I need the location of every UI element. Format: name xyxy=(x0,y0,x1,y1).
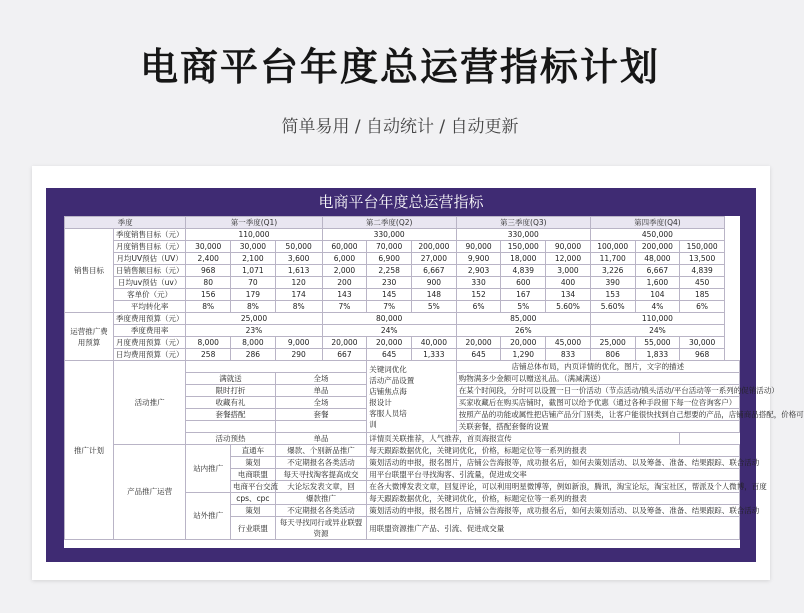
table-row xyxy=(65,325,740,337)
header-q2: 第二季度(Q2) xyxy=(322,217,456,229)
month-value: 20,000 xyxy=(367,337,412,349)
inner-keyword: 爆款、个别新品推广 xyxy=(275,445,367,457)
row-label: 季度费用预算（元） xyxy=(113,313,185,325)
header-q3: 第三季度(Q3) xyxy=(456,217,590,229)
row-label: 客单价（元） xyxy=(113,289,185,301)
month-value: 145 xyxy=(367,289,412,301)
quarter-value: 330,000 xyxy=(456,229,590,241)
outer-desc: 每天跟踪数据优化，关键词优化，价格，标题定位等一系列的报表 xyxy=(367,493,740,505)
quarter-value: 110,000 xyxy=(186,229,322,241)
month-value: 7% xyxy=(322,301,367,313)
table-row xyxy=(65,253,740,265)
activity-note-line: 关键词优化 xyxy=(369,364,407,374)
month-value: 6,667 xyxy=(635,265,680,277)
row-label: 日均uv预估（uv） xyxy=(113,277,185,289)
page-subtitle: 简单易用 / 自动统计 / 自动更新 xyxy=(281,117,519,137)
row-label: 月度费用预算（元） xyxy=(113,337,185,349)
activity-scope: 单品 xyxy=(275,433,367,445)
month-value: 3,000 xyxy=(546,265,591,277)
inner-channel: 策划 xyxy=(231,457,276,469)
row-label: 日均费用预算（元） xyxy=(113,349,185,361)
month-value: 400 xyxy=(546,277,591,289)
month-value: 45,000 xyxy=(546,337,591,349)
quarter-value: 24% xyxy=(322,325,456,337)
row-label: 日销售额目标（元） xyxy=(113,265,185,277)
month-value: 1,333 xyxy=(412,349,457,361)
month-value: 390 xyxy=(590,277,635,289)
table-row xyxy=(65,337,740,349)
activity-name xyxy=(186,421,275,433)
header-q1: 第一季度(Q1) xyxy=(186,217,322,229)
activity-name: 限时打折 xyxy=(186,385,275,397)
month-value: 8% xyxy=(186,301,231,313)
month-value: 143 xyxy=(322,289,367,301)
month-value: 1,600 xyxy=(635,277,680,289)
activity-name: 收藏有礼 xyxy=(186,397,275,409)
inner-desc: 用平台联盟平台寻找淘客、引流量，促进成交率 xyxy=(367,469,740,481)
table xyxy=(64,216,804,540)
empty-cell xyxy=(186,361,367,373)
month-value: 40,000 xyxy=(412,337,457,349)
month-value: 450 xyxy=(680,277,725,289)
activity-promo-label: 活动推广 xyxy=(113,361,185,445)
row-label: 月度销售目标（元） xyxy=(113,241,185,253)
inner-desc: 策划活动的申报，报名图片，店铺公告海报等，成功报名后，如何去策划活动、以及筹备、准备、结果跟踪、联合活动 xyxy=(367,457,740,469)
month-value: 6% xyxy=(456,301,501,313)
month-value: 600 xyxy=(501,277,546,289)
month-value: 27,000 xyxy=(412,253,457,265)
activity-note-line: 客服人员培 xyxy=(369,408,407,418)
month-value: 104 xyxy=(635,289,680,301)
activity-desc: 详情页关联推荐，人气推荐，首页海报宣传 xyxy=(367,433,680,445)
quarter-value: 330,000 xyxy=(322,229,456,241)
month-value: 8% xyxy=(275,301,322,313)
table-row xyxy=(65,313,740,325)
month-value: 900 xyxy=(412,277,457,289)
table-row xyxy=(65,241,740,253)
header-q4: 第四季度(Q4) xyxy=(590,217,724,229)
month-value: 70,000 xyxy=(367,241,412,253)
table-row xyxy=(65,361,740,373)
month-value: 25,000 xyxy=(590,337,635,349)
inner-keyword: 大论坛发表文章，回 xyxy=(275,481,367,493)
sheet-title: 电商平台年度总运营指标 xyxy=(318,193,484,211)
outer-keyword: 不定期报名各类活动 xyxy=(275,505,367,517)
month-value: 167 xyxy=(501,289,546,301)
month-value: 5% xyxy=(501,301,546,313)
activity-note-line: 报设计 xyxy=(369,397,392,407)
month-value: 1,613 xyxy=(275,265,322,277)
month-value: 8,000 xyxy=(186,337,231,349)
quarter-value: 23% xyxy=(186,325,322,337)
month-value: 179 xyxy=(231,289,276,301)
activity-notes xyxy=(367,361,456,433)
table-row xyxy=(65,277,740,289)
month-value: 9,000 xyxy=(275,337,322,349)
row-label: 季度费用率 xyxy=(113,325,185,337)
inner-desc: 在各大微博发表文章，回复评论，可以利用明星微博等，例如新浪，腾讯，淘宝论坛，淘宝社区，帮派及个人微博，百度 xyxy=(367,481,740,493)
month-value: 50,000 xyxy=(275,241,322,253)
month-value: 1,290 xyxy=(501,349,546,361)
month-value: 90,000 xyxy=(456,241,501,253)
month-value: 4% xyxy=(635,301,680,313)
outer-keyword: 每天寻找同行或异业联盟资源 xyxy=(275,517,367,540)
activity-scope: 全场 xyxy=(275,373,367,385)
quarter-value: 110,000 xyxy=(590,313,724,325)
month-value: 70 xyxy=(231,277,276,289)
quarter-value: 450,000 xyxy=(590,229,724,241)
activity-scope xyxy=(275,421,367,433)
month-value: 806 xyxy=(590,349,635,361)
activity-desc: 买家收藏后在购买店铺时，截图可以给予优惠（通过各种手段留下每一位咨询客户） xyxy=(456,397,739,409)
month-value: 8% xyxy=(231,301,276,313)
month-value: 90,000 xyxy=(546,241,591,253)
spreadsheet-card xyxy=(32,166,804,580)
promo-group-label: 推广计划 xyxy=(65,361,114,540)
month-value: 148 xyxy=(412,289,457,301)
month-value: 12,000 xyxy=(546,253,591,265)
month-value: 1,833 xyxy=(635,349,680,361)
activity-scope: 套餐 xyxy=(275,409,367,421)
month-value: 60,000 xyxy=(322,241,367,253)
month-value: 2,100 xyxy=(231,253,276,265)
month-value: 153 xyxy=(590,289,635,301)
month-value: 9,900 xyxy=(456,253,501,265)
month-value: 230 xyxy=(367,277,412,289)
sales-group-label: 销售目标 xyxy=(65,229,114,313)
month-value: 1,071 xyxy=(231,265,276,277)
table-row xyxy=(65,289,740,301)
month-value: 2,258 xyxy=(367,265,412,277)
month-value: 286 xyxy=(231,349,276,361)
month-value: 150,000 xyxy=(680,241,725,253)
month-value: 30,000 xyxy=(680,337,725,349)
table-row xyxy=(65,301,740,313)
table-row xyxy=(65,445,740,457)
activity-desc: 按照产品的功能或属性把店铺产品分门别类，让客户能很快找到自己想要的产品，店铺商品搭配，价格可 xyxy=(456,409,739,421)
quarter-value: 24% xyxy=(590,325,724,337)
outer-label: 站外推广 xyxy=(186,493,231,540)
month-value: 13,500 xyxy=(680,253,725,265)
month-value: 3,600 xyxy=(275,253,322,265)
activity-note-line: 活动产品设置 xyxy=(369,375,415,385)
month-value: 80 xyxy=(186,277,231,289)
inner-label: 站内推广 xyxy=(186,445,231,493)
month-value: 11,700 xyxy=(590,253,635,265)
month-value: 645 xyxy=(367,349,412,361)
activity-note-line: 训 xyxy=(369,419,377,429)
inner-channel: 直通车 xyxy=(231,445,276,457)
outer-channel: cps、cpc xyxy=(231,493,276,505)
month-value: 2,903 xyxy=(456,265,501,277)
inner-channel: 电商平台交流 xyxy=(231,481,276,493)
month-value: 5% xyxy=(412,301,457,313)
month-value: 330 xyxy=(456,277,501,289)
budget-group-label: 运营推广费用预算 xyxy=(65,313,114,361)
month-value: 6,667 xyxy=(412,265,457,277)
activity-desc: 店铺总体布局，内页详情的优化，图片，文字的描述 xyxy=(456,361,739,373)
inner-channel: 电商联盟 xyxy=(231,469,276,481)
month-value: 4,839 xyxy=(680,265,725,277)
month-value: 5.60% xyxy=(546,301,591,313)
month-value: 55,000 xyxy=(635,337,680,349)
inner-desc: 每天跟踪数据优化，关键词优化，价格，标题定位等一系列的报表 xyxy=(367,445,740,457)
month-value: 8,000 xyxy=(231,337,276,349)
table-row xyxy=(65,349,740,361)
outer-channel: 行业联盟 xyxy=(231,517,276,540)
month-value: 30,000 xyxy=(231,241,276,253)
month-value: 156 xyxy=(186,289,231,301)
month-value: 2,000 xyxy=(322,265,367,277)
month-value: 2,400 xyxy=(186,253,231,265)
indicator-table xyxy=(64,216,804,548)
activity-name: 满就送 xyxy=(186,373,275,385)
month-value: 4,839 xyxy=(501,265,546,277)
month-value: 120 xyxy=(275,277,322,289)
quarter-value: 26% xyxy=(456,325,590,337)
month-value: 258 xyxy=(186,349,231,361)
month-value: 7% xyxy=(367,301,412,313)
activity-name: 活动预热 xyxy=(186,433,275,445)
quarter-value: 25,000 xyxy=(186,313,322,325)
month-value: 30,000 xyxy=(186,241,231,253)
row-label: 季度销售目标（元） xyxy=(113,229,185,241)
month-value: 6,900 xyxy=(367,253,412,265)
month-value: 6% xyxy=(680,301,725,313)
month-value: 174 xyxy=(275,289,322,301)
month-value: 200 xyxy=(322,277,367,289)
month-value: 185 xyxy=(680,289,725,301)
month-value: 5.60% xyxy=(590,301,635,313)
activity-desc: 购物满多少金额可以赠送礼品。（满减满送） xyxy=(456,373,739,385)
month-value: 290 xyxy=(275,349,322,361)
activity-desc: 关联套餐，搭配套餐的设置 xyxy=(456,421,739,433)
month-value: 20,000 xyxy=(501,337,546,349)
table-row xyxy=(65,229,740,241)
table-row xyxy=(65,265,740,277)
row-label: 平均转化率 xyxy=(113,301,185,313)
month-value: 100,000 xyxy=(590,241,635,253)
inner-keyword: 不定期报名各类活动 xyxy=(275,457,367,469)
month-value: 18,000 xyxy=(501,253,546,265)
month-value: 200,000 xyxy=(412,241,457,253)
month-value: 152 xyxy=(456,289,501,301)
row-label: 月均UV预估（UV） xyxy=(113,253,185,265)
activity-desc: 在某个时间段，分时可以设置一日一价活动（节点活动/镇头活动/平台活动等一系列的促销活动） xyxy=(456,385,739,397)
sheet-frame xyxy=(46,188,804,562)
month-value: 48,000 xyxy=(635,253,680,265)
outer-keyword: 爆款推广 xyxy=(275,493,367,505)
month-value: 20,000 xyxy=(322,337,367,349)
month-value: 150,000 xyxy=(501,241,546,253)
month-value: 968 xyxy=(680,349,725,361)
month-value: 667 xyxy=(322,349,367,361)
header-season: 季度 xyxy=(65,217,186,229)
activity-name: 套餐搭配 xyxy=(186,409,275,421)
month-value: 833 xyxy=(546,349,591,361)
outer-desc: 策划活动的申报，报名图片，店铺公告海报等，成功报名后，如何去策划活动、以及筹备、准备、结果跟踪、联合活动 xyxy=(367,505,740,517)
quarter-value: 80,000 xyxy=(322,313,456,325)
product-promo-label: 产品推广运营 xyxy=(113,445,185,540)
outer-desc: 用联盟资源推广产品、引流、促进成交量 xyxy=(367,517,740,540)
table-row xyxy=(65,217,740,229)
outer-channel: 策划 xyxy=(231,505,276,517)
month-value: 645 xyxy=(456,349,501,361)
page-title: 电商平台年度总运营指标计划 xyxy=(139,45,660,89)
activity-scope: 全场 xyxy=(275,397,367,409)
activity-note-line: 店铺焦点海 xyxy=(369,386,407,396)
month-value: 200,000 xyxy=(635,241,680,253)
activity-scope: 单品 xyxy=(275,385,367,397)
month-value: 20,000 xyxy=(456,337,501,349)
quarter-value: 85,000 xyxy=(456,313,590,325)
month-value: 6,000 xyxy=(322,253,367,265)
month-value: 3,226 xyxy=(590,265,635,277)
inner-keyword: 每天寻找淘客提高成交 xyxy=(275,469,367,481)
month-value: 134 xyxy=(546,289,591,301)
month-value: 968 xyxy=(186,265,231,277)
